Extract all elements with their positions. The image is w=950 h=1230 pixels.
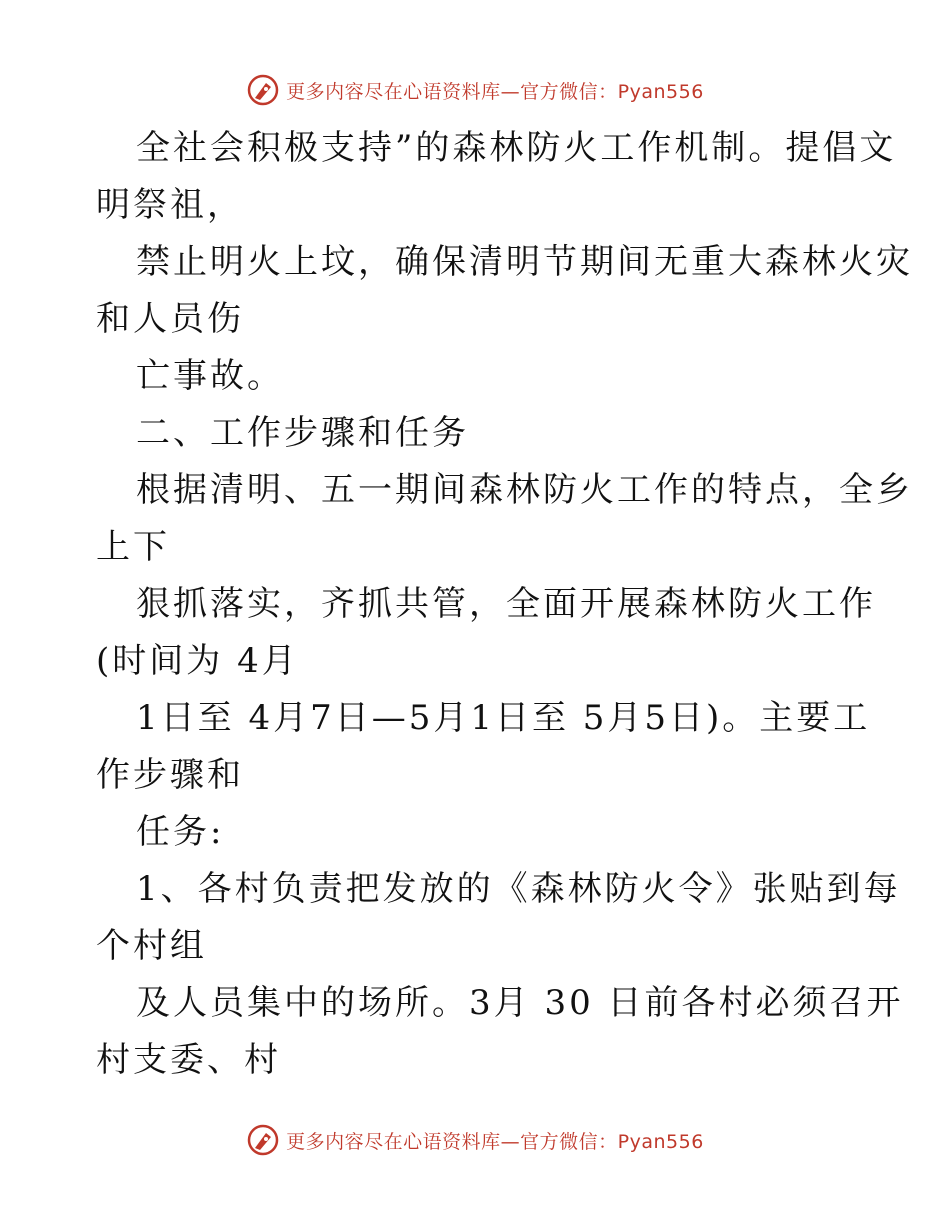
- text-line: 和人员伤: [96, 299, 244, 339]
- text-line: 作步骤和: [96, 755, 244, 795]
- text-line: 明祭祖，: [96, 185, 244, 225]
- pen-nib-logo-icon: [246, 73, 280, 107]
- text-line: 1日至 4月7日—5月1日至 5月5日)。主要工: [136, 698, 871, 738]
- document-body: [96, 120, 913, 1089]
- pen-nib-logo-icon: [246, 1123, 280, 1157]
- text-line: 1、各村负责把发放的《森林防火令》张贴到每: [136, 869, 901, 909]
- footer-watermark: [0, 1120, 950, 1160]
- text-line: 个村组: [96, 926, 207, 966]
- text-line: 上下: [96, 527, 170, 567]
- text-line: 禁止明火上坟，确保清明节期间无重大森林火灾: [136, 242, 913, 282]
- text-line: (时间为 4月: [96, 641, 299, 681]
- header-watermark: [0, 70, 950, 110]
- section-heading: 二、工作步骤和任务: [136, 413, 469, 453]
- text-line: 及人员集中的场所。3月 30 日前各村必须召开: [136, 983, 904, 1023]
- text-line: 根据清明、五一期间森林防火工作的特点，全乡: [136, 470, 913, 510]
- watermark-text: 更多内容尽在心语资料库—官方微信：Pyan556: [286, 1130, 704, 1153]
- watermark-text: 更多内容尽在心语资料库—官方微信：Pyan556: [286, 80, 704, 103]
- text-line: 村支委、村: [96, 1040, 281, 1080]
- text-line: 任务:: [136, 812, 225, 852]
- text-line: 全社会积极支持”的森林防火工作机制。提倡文: [136, 128, 897, 168]
- text-line: 亡事故。: [136, 356, 284, 396]
- text-line: 狠抓落实，齐抓共管，全面开展森林防火工作: [136, 584, 876, 624]
